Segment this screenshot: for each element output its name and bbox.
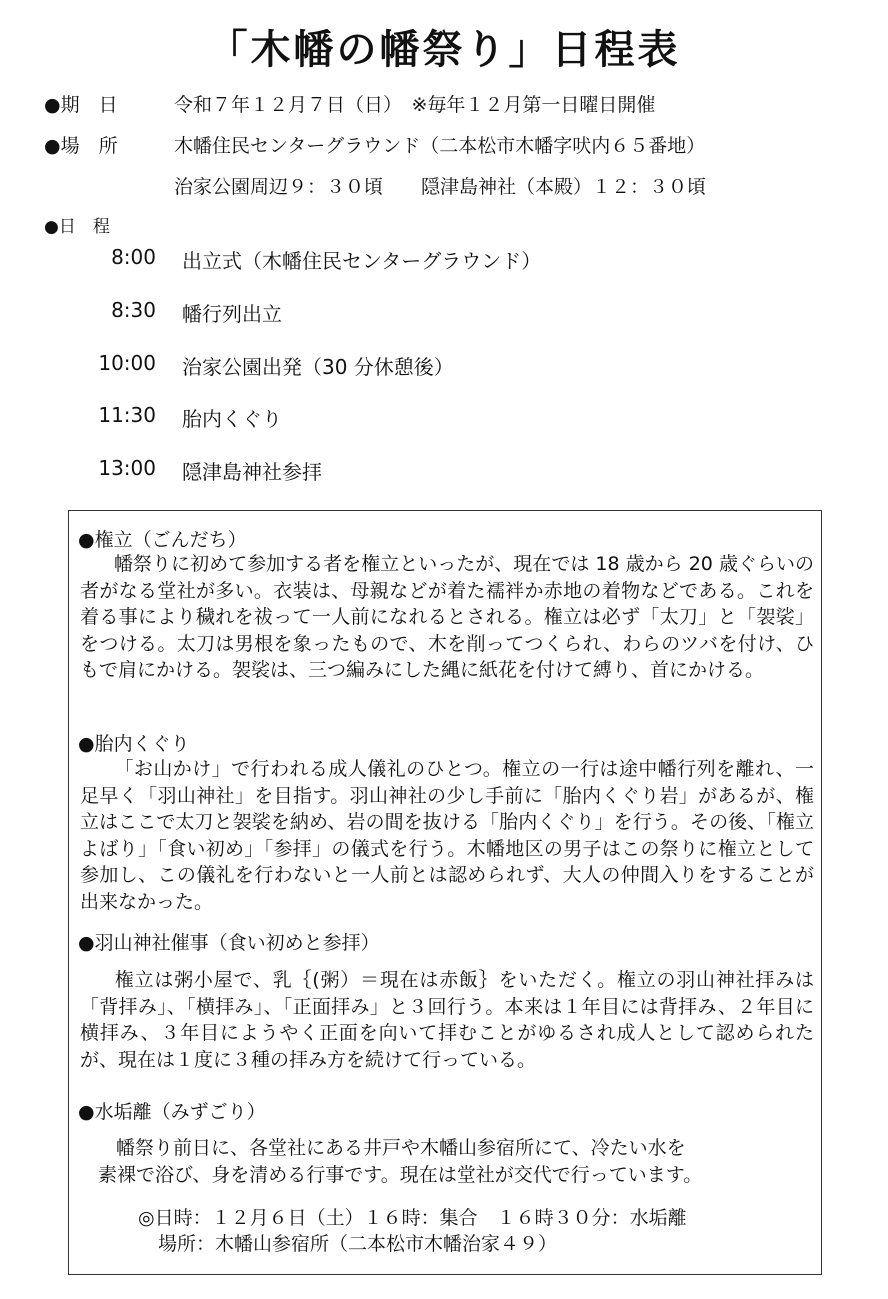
page-title: 「木幡の幡祭り」日程表 [207,27,681,73]
date-value: 令和７年１２月７日（日） ※毎年１２月第一日曜日開催 [174,94,656,116]
mizugori-place-note: 場所：木幡山参宿所（二本松市木幡治家４９） [158,1233,558,1255]
place-row-2 [44,172,706,199]
section-heading-gondachi: ●権立（ごんだち） [78,529,247,551]
schedule-desc: 治家公園出発（30 分休憩後） [182,355,454,379]
schedule-desc: 胎内くぐり [182,407,282,431]
schedule-time: 8:30 [111,298,156,322]
schedule-desc: 幡行列出立 [182,302,282,326]
place-value-2: 治家公園周辺９：３０頃 隠津島神社（本殿）１２：３０頃 [174,176,707,198]
section-heading-hayama: ●羽山神社催事（食い初めと参拝） [78,932,380,954]
section-body-tainai: 「お山かけ」で行われる成人儀礼のひとつ。権立の一行は途中幡行列を離れ、一足早く「羽山神社」を目指す。羽山神社の少し手前に「胎内くぐり岩」があるが、権立はここで太刀と袈裟を納め、岩の間を抜ける「胎内くぐり」を行う。その後、「権立よばり」「食い初め」「参拝」の儀式を行う。木幡地区の男子はこの祭りに権立として参加し、この儀礼を行わないと一人前とは認められず、大人の仲間入りをすることが出来なかった。 [80,758,814,913]
section-heading-mizugori: ●水垢離（みずごり） [78,1101,266,1123]
schedule-label: ●日 程 [44,217,110,237]
schedule-time: 13:00 [98,456,156,480]
date-row [44,90,655,117]
schedule-time: 11:30 [98,403,156,427]
mizugori-line-1: 幡祭り前日に、各堂社にある井戸や木幡山参宿所にて、冷たい水を [116,1137,686,1159]
date-label: ●期 日 [44,94,118,116]
section-heading-tainai: ●胎内くぐり [78,733,190,755]
section-body-hayama: 権立は粥小屋で、乳｛(粥）＝現在は赤飯｝をいただく。権立の羽山神社拝みは「背拝み」、「横拝み」、「正面拝み」と３回行う。本来は１年目には背拝み、２年目に横拝み、３年目にようやく正面を向いて拝むことがゆるされ成人として認められたが、現在は１度に３種の拝み方を続けて行っている。 [80,969,814,1071]
schedule-desc: 出立式（木幡住民センターグラウンド） [182,249,542,273]
section-body-mizugori [98,1135,798,1188]
schedule-desc: 隠津島神社参拝 [182,460,322,484]
section-body-gondachi: 幡祭りに初めて参加する者を権立といったが、現在では 18 歳から 20 歳ぐらいの者がなる堂社が多い。衣装は、母親などが着た襦袢か赤地の着物などである。これを着る事により穢れを祓って一人前になれるとされる。権立は必ず「太刀」と「袈裟」をつける。太刀は男根を象ったもので、木を削ってつくられ、わらのツバを付け、ひもで肩にかける。袈裟は、三つ編みにした縄に紙花を付けて縛り、首にかける。 [80,553,814,681]
mizugori-time-note: ◎日時：１２月６日（土）１６時：集合 １６時３０分：水垢離 [138,1207,687,1229]
mizugori-line-2: 素裸で浴び、身を清める行事です。現在は堂社が交代で行っています。 [98,1163,703,1186]
place-label: ●場 所 [44,135,118,157]
schedule-time: 10:00 [98,351,156,375]
place-row [44,131,705,158]
schedule-time: 8:00 [111,245,156,269]
place-value: 木幡住民センターグラウンド（二本松市木幡字吠内６５番地） [174,135,706,157]
